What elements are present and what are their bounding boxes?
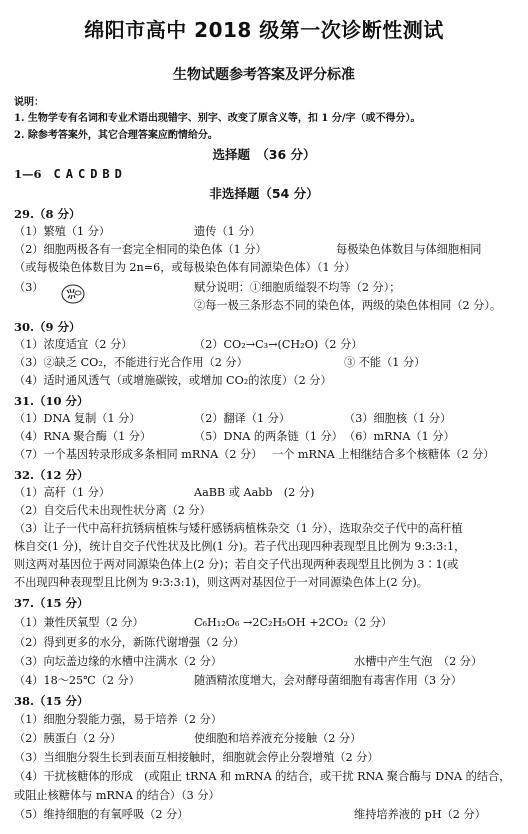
q29-line-1 xyxy=(14,225,518,239)
q32-line-2: （2）自交后代未出现性状分离（2 分） xyxy=(14,504,211,517)
choice-answers: CACDBD xyxy=(53,167,127,181)
q37-line-3 xyxy=(14,655,518,669)
q29-1b: 遗传（1 分） xyxy=(194,225,261,238)
q31-line-1 xyxy=(14,412,518,426)
q38-line-2 xyxy=(14,732,518,746)
q31-1b: （2）翻译（1 分） xyxy=(194,412,291,425)
q37-1b: C₆H₁₂O₆ →2C₂H₅OH +2CO₂（2 分） xyxy=(194,616,393,629)
q37-line-2: （2）得到更多的水分，新陈代谢增强（2 分） xyxy=(14,636,245,649)
q37-line-4 xyxy=(14,674,518,688)
page-subtitle: 生物试题参考答案及评分标准 xyxy=(173,67,355,83)
q31-3a: （7）一个基因转录形成多条相同 mRNA（2 分） xyxy=(14,448,263,461)
q30-1b: （2）CO₂→C₃→(CH₂O)（2 分） xyxy=(194,338,363,351)
q37-3a: （3）向坛盖边缘的水槽中注满水（2 分） xyxy=(14,655,222,668)
q32-line-6: 不出现四种表现型且比例为 9:3:3:1)，则这两对基因位于一对同源染色体上(2 分)。 xyxy=(14,576,428,589)
q31-2c: （6）mRNA（1 分） xyxy=(344,430,455,443)
q29-line-2 xyxy=(14,243,518,257)
q31-line-3 xyxy=(14,448,518,462)
q32-heading: 32.（12 分） xyxy=(14,468,89,482)
q32-line-5: 则这两对基因位于两对同源染色体上(2 分)；若自交子代出现两种表现型且比例为 3∶1(或 xyxy=(14,558,459,571)
nonchoice-heading: 非选择题（54 分） xyxy=(209,186,319,201)
q29-4b: 赋分说明：①细胞质缢裂不均等（2 分）； xyxy=(194,281,401,294)
q29-5: ②每一极三条形态不同的染色体，两级的染色体相同（2 分）。 xyxy=(194,299,502,312)
q32-1a: （1）高秆（1 分） xyxy=(14,486,111,499)
q32-line-3: （3）让子一代中高秆抗锈病植株与矮秆感锈病植株杂交（1 分），选取杂交子代中的高秆植 xyxy=(14,522,463,535)
choice-range: 1—6 xyxy=(14,167,42,181)
note-2: 2. 除参考答案外，其它合理答案应酌情给分。 xyxy=(14,130,218,141)
q31-heading: 31.（10 分） xyxy=(14,394,89,408)
q31-2a: （4）RNA 聚合酶（1 分） xyxy=(14,430,152,443)
q37-heading: 37.（15 分） xyxy=(14,596,89,610)
q37-1a: （1）兼性厌氧型（2 分） xyxy=(14,616,144,629)
q37-4a: （4）18～25℃（2 分） xyxy=(14,674,140,687)
note-1: 1. 生物学专有名词和专业术语出现错字、别字、改变了原含义等，扣 1 分/字（或不得分）。 xyxy=(14,113,421,124)
q30-line-3: （4）适时通风透气（或增施碳铵，或增加 CO₂的浓度）（2 分） xyxy=(14,374,332,387)
q29-line-3: （或每极染色体数目为 2n=6，或每极染色体有同源染色体）（1 分） xyxy=(14,261,356,274)
q38-2a: （2）胰蛋白（2 分） xyxy=(14,732,122,745)
q29-2a: （2）细胞两极各有一套完全相同的染色体（1 分） xyxy=(14,243,267,256)
notes-heading: 说明： xyxy=(14,97,44,108)
q38-heading: 38.（15 分） xyxy=(14,694,89,708)
q37-4b: 随酒精浓度增大，会对酵母菌细胞有毒害作用（3 分） xyxy=(194,674,462,687)
cell-division-figure xyxy=(60,283,86,305)
q38-line-3: （3）当细胞分裂生长到表面互相接触时，细胞就会停止分裂增殖（2 分） xyxy=(14,751,379,764)
q38-line-4: （4）干扰核糖体的形成 (或阻止 tRNA 和 mRNA 的结合，或干扰 RNA 聚合酶与 DNA 的结合， xyxy=(14,770,511,783)
q38-line-5: 或阻止核糖体与 mRNA 的结合）（3 分） xyxy=(14,789,220,802)
q32-line-1 xyxy=(14,486,518,500)
q31-3b: 一个 mRNA 上相继结合多个核糖体（2 分） xyxy=(272,448,495,461)
q32-line-4: 株自交(1 分)，统计自交子代性状及比例(1 分)。若子代出现四种表现型且比例为 9:3:3:1， xyxy=(14,540,466,553)
q37-line-1 xyxy=(14,616,518,630)
q38-2b: 使细胞和培养液充分接触（2 分） xyxy=(194,732,362,745)
q31-line-2 xyxy=(14,430,518,444)
q29-heading: 29.（8 分） xyxy=(14,207,81,221)
q32-1b: AaBB 或 Aabb (2 分) xyxy=(194,486,315,499)
q38-6b: 维持培养液的 pH（2 分） xyxy=(354,808,486,821)
q30-line-1 xyxy=(14,338,518,352)
q30-heading: 30.（9 分） xyxy=(14,320,81,334)
q30-line-2 xyxy=(14,356,518,370)
q29-4a: （3） xyxy=(14,281,44,294)
q30-2b: ③ 不能（1 分） xyxy=(344,356,426,369)
q29-line-4 xyxy=(14,281,518,295)
q30-2a: （3）②缺乏 CO₂，不能进行光合作用（2 分） xyxy=(14,356,248,369)
page-title: 绵阳市高中 2018 级第一次诊断性测试 xyxy=(84,18,444,42)
q31-1a: （1）DNA 复制（1 分） xyxy=(14,412,141,425)
q30-1a: （1）浓度适宜（2 分） xyxy=(14,338,133,351)
q38-line-1: （1）细胞分裂能力强，易于培养（2 分） xyxy=(14,713,222,726)
q31-2b: （5）DNA 的两条链（1 分） xyxy=(194,430,343,443)
choice-answers-row xyxy=(14,167,518,181)
q37-3b: 水槽中产生气泡 （2 分） xyxy=(354,655,483,668)
q38-6a: （5）维持细胞的有氧呼吸（2 分） xyxy=(14,808,189,821)
q31-1c: （3）细胞核（1 分） xyxy=(344,412,452,425)
q29-2b: 每极染色体数目与体细胞相同 xyxy=(336,243,482,256)
q38-line-6 xyxy=(14,808,518,822)
choice-heading: 选择题 （36 分） xyxy=(212,147,316,162)
q29-1a: （1）繁殖（1 分） xyxy=(14,225,111,238)
